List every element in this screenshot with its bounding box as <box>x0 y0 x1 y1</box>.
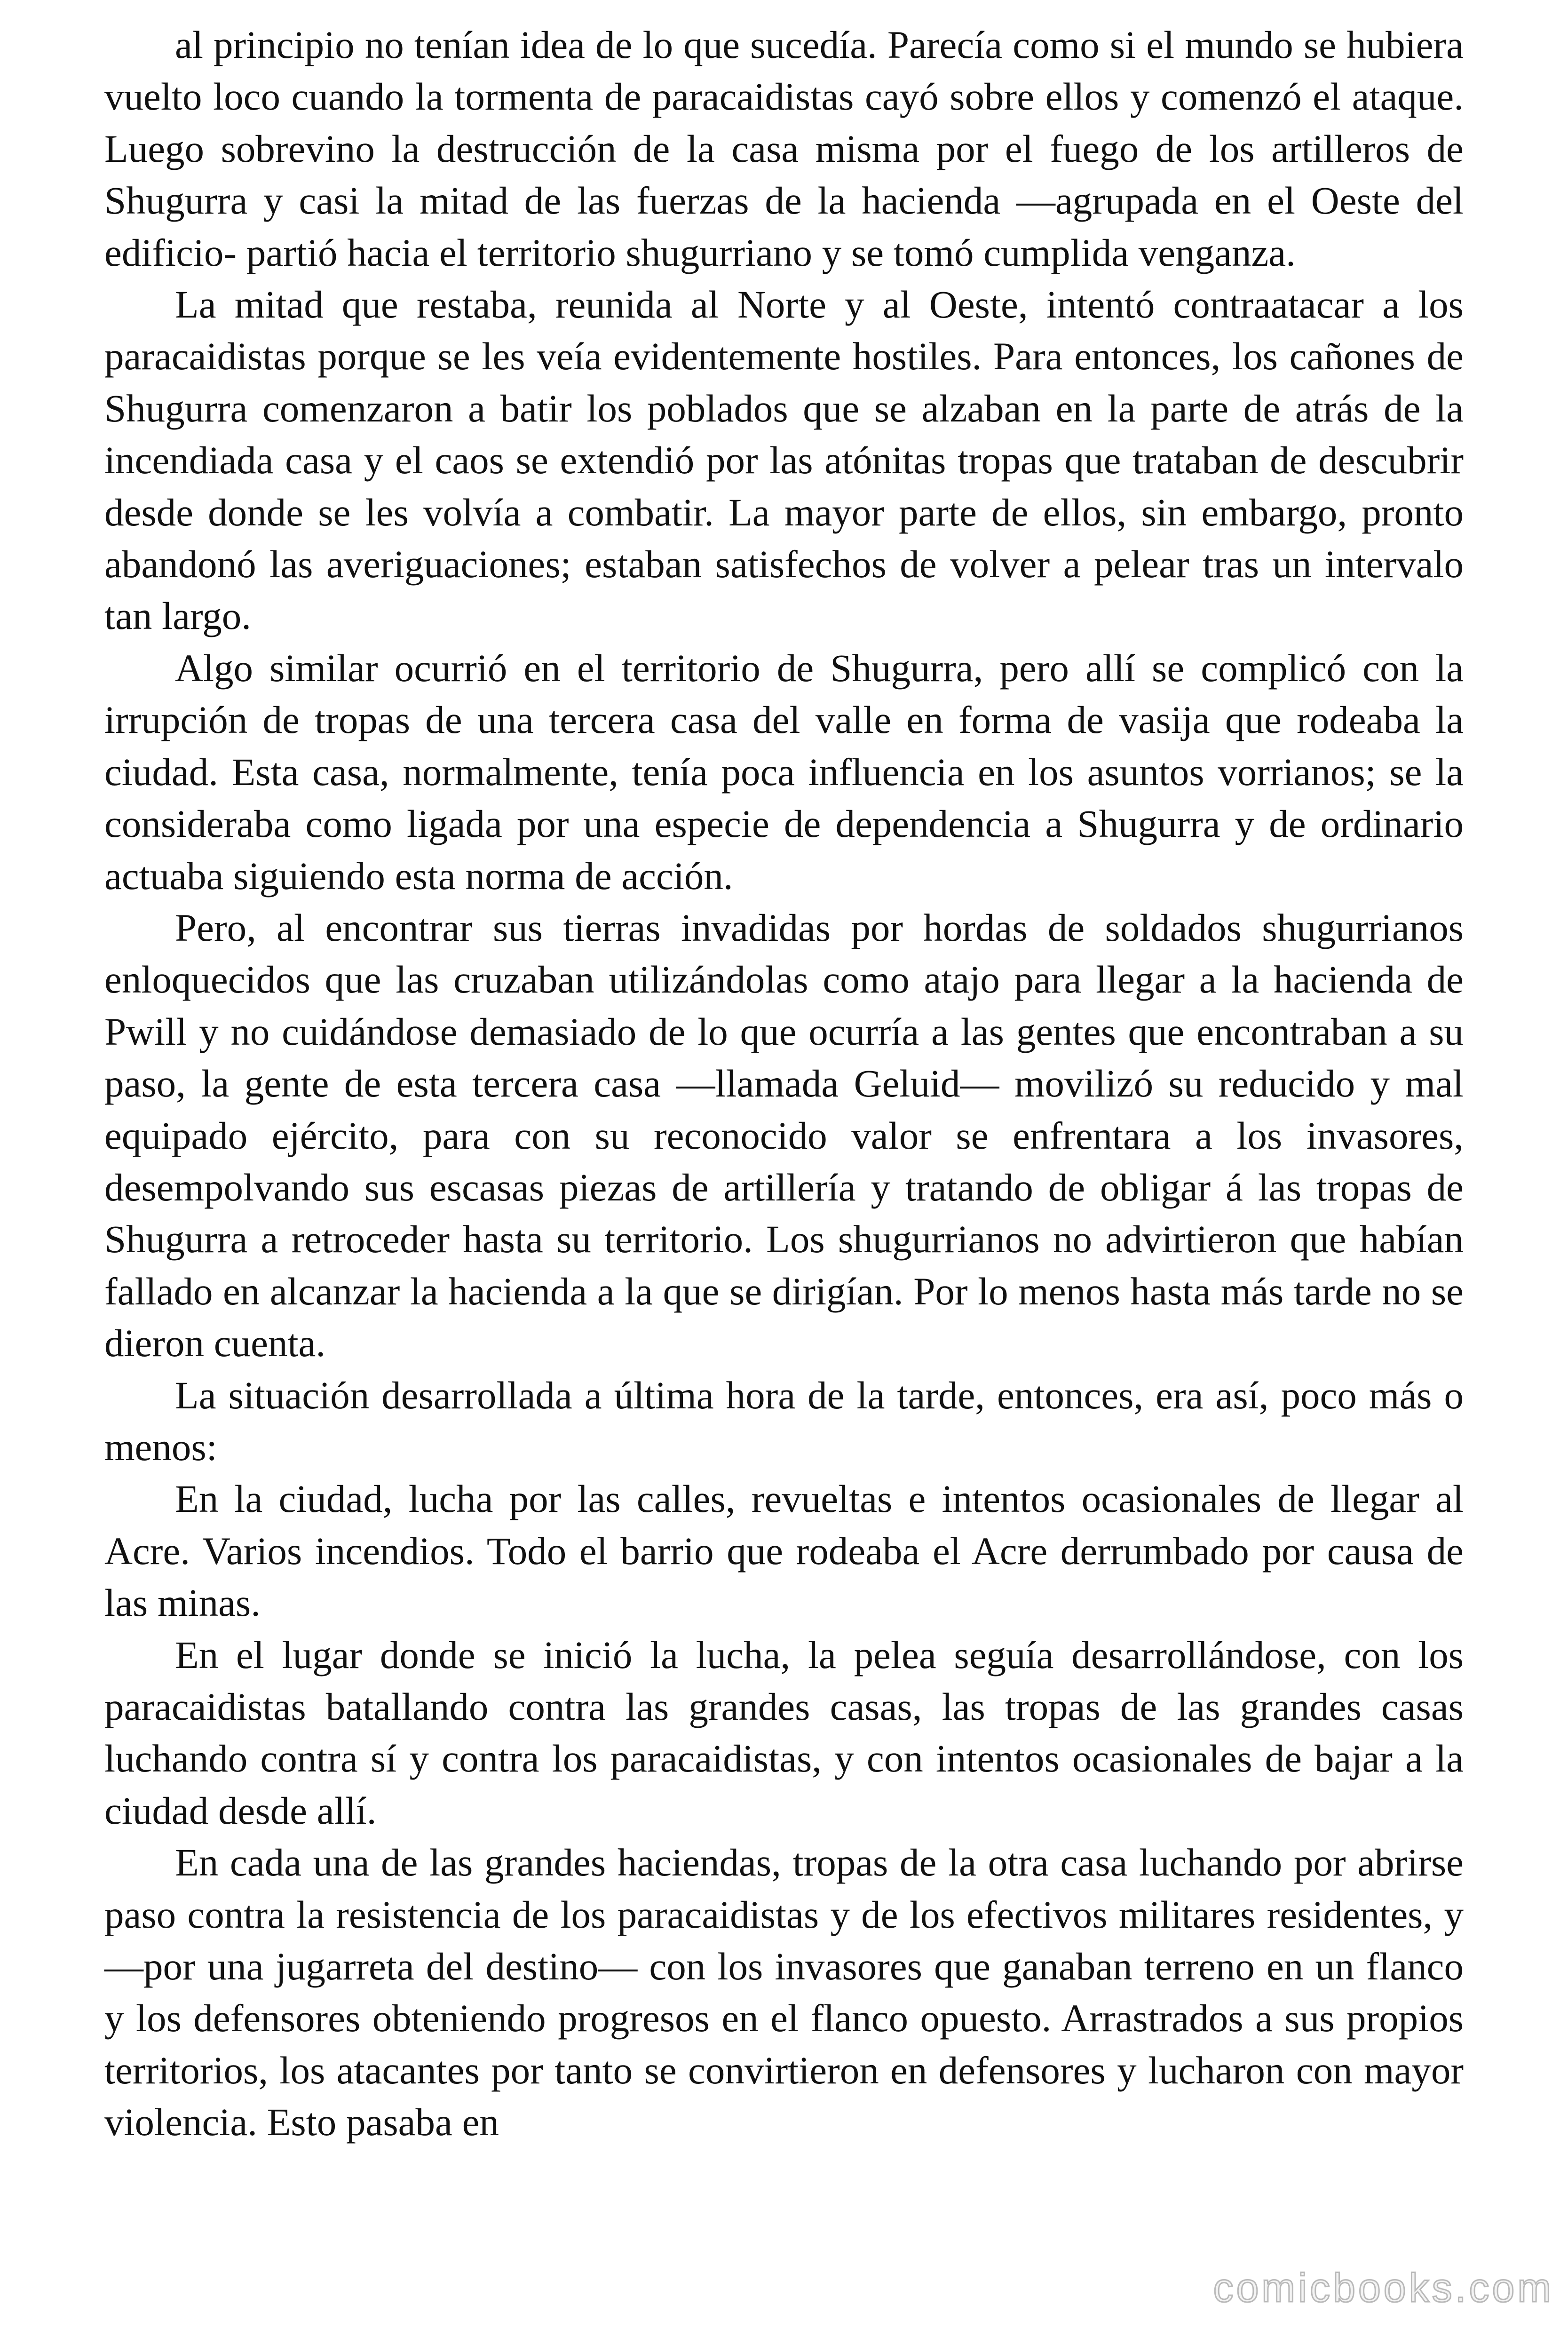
paragraph-1: al principio no tenían idea de lo que sucedía. Parecía como si el mundo se hubiera vuelto loco cuando la tormenta de paracaidistas cayó sobre ellos y comenzó el ataque. Luego sobrevino la destrucción de la casa misma por el fuego de los artilleros de Shugurra y casi la mitad de las fuerzas de la hacienda —agrupada en el Oeste del edificio- partió hacia el territorio shugurriano y se tomó cumplida venganza. <box>104 23 1464 274</box>
paragraph-6: En la ciudad, lucha por las calles, revueltas e intentos ocasionales de llegar al Acre. Varios incendios. Todo el barrio que rodeaba el Acre derrumbado por causa de las minas. <box>104 1477 1464 1625</box>
paragraph-4: Pero, al encontrar sus tierras invadidas por hordas de soldados shugurrianos enloquecidos que las cruzaban utilizándolas como atajo para llegar a la hacienda de Pwill y no cuidándose demasiado de lo que ocurría a las gentes que encontraban a su paso, la gente de esta tercera casa —llamada Geluid— movilizó su reducido y mal equipado ejército, para con su reconocido valor se enfrentara a los invasores, desempolvando sus escasas piezas de artillería y tratando de obligar á las tropas de Shugurra a retroceder hasta su territorio. Los shugurrianos no advirtieron que habían fallado en alcanzar la hacienda a la que se dirigían. Por lo menos hasta más tarde no se dieron cuenta. <box>104 906 1464 1365</box>
watermark-logo: comicbooks.com <box>1213 2265 1554 2311</box>
paragraph-2: La mitad que restaba, reunida al Norte y al Oeste, intentó contraatacar a los paracaidistas porque se les veía evidentemente hostiles. Para entonces, los cañones de Shugurra comenzaron a batir los poblados que se alzaban en la parte de atrás de la incendiada casa y el caos se extendió por las atónitas tropas que trataban de descubrir desde donde se les volvía a combatir. La mayor parte de ellos, sin embargo, pronto abandonó las averiguaciones; estaban satisfechos de volver a pelear tras un intervalo tan largo. <box>104 283 1464 638</box>
paragraph-3: Algo similar ocurrió en el territorio de Shugurra, pero allí se complicó con la irrupción de tropas de una tercera casa del valle en forma de vasija que rodeaba la ciudad. Esta casa, normalmente, tenía poca influencia en los asuntos vorrianos; se la consideraba como ligada por una especie de dependencia a Shugurra y de ordinario actuaba siguiendo esta norma de acción. <box>104 646 1464 898</box>
paragraph-8: En cada una de las grandes haciendas, tropas de la otra casa luchando por abrirse paso contra la resistencia de los paracaidistas y de los efectivos militares residentes, y —por una jugarreta del destino— con los invasores que ganaban terreno en un flanco y los defensores obteniendo progresos en el flanco opuesto. Arrastrados a sus propios territorios, los atacantes por tanto se convirtieron en defensores y lucharon con mayor violencia. Esto pasaba en <box>104 1841 1464 2144</box>
body-text <box>104 19 1464 2148</box>
paragraph-5: La situación desarrollada a última hora de la tarde, entonces, era así, poco más o menos: <box>104 1373 1464 1469</box>
paragraph-7: En el lugar donde se inició la lucha, la pelea seguía desarrollándose, con los paracaidistas batallando contra las grandes casas, las tropas de las grandes casas luchando contra sí y contra los paracaidistas, y con intentos ocasionales de bajar a la ciudad desde allí. <box>104 1633 1464 1832</box>
